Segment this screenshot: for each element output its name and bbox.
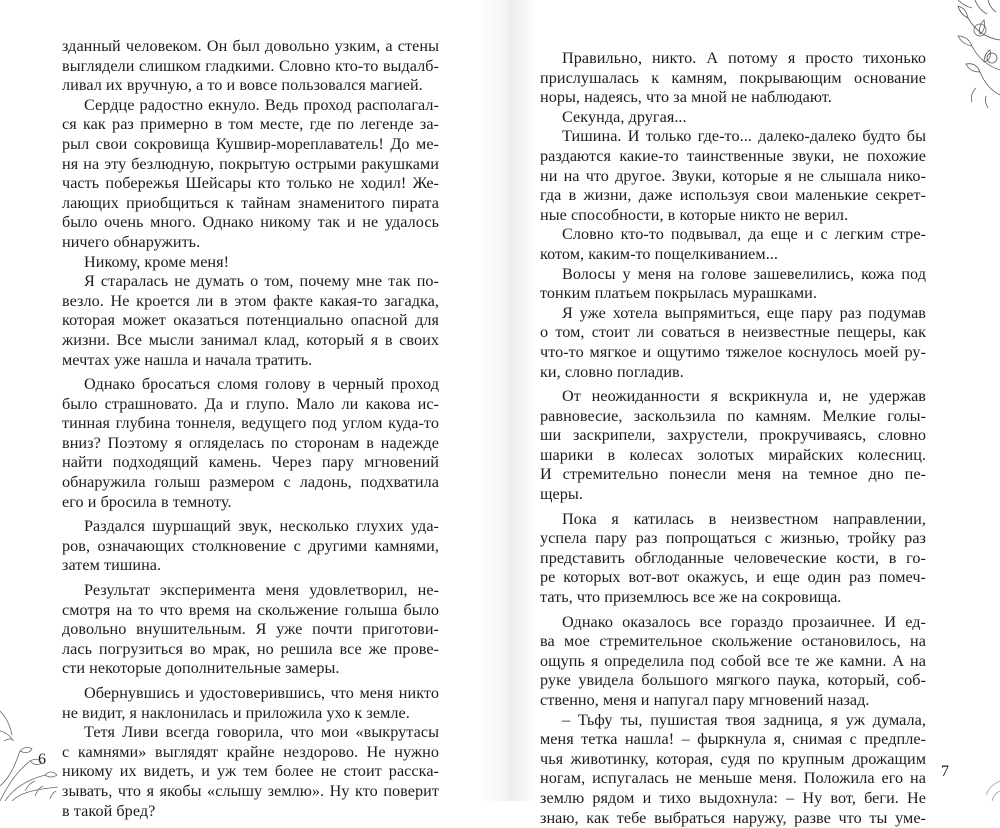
text-line: представить обглоданные человеческие кости, в го-: [540, 548, 926, 567]
text-line: Я уже хотела выпрямиться, еще пару раз подумав: [562, 303, 926, 322]
text-line: ные способности, в которые никто не верил.: [540, 205, 849, 224]
text-line: было очень много. Однако никому так и не удалось: [62, 213, 439, 232]
text-line: Однако бросаться сломя голову в черный проход: [84, 375, 439, 394]
text-line: ственно, меня и напугал пару мгновений назад.: [540, 691, 870, 709]
right-page-text: [540, 49, 926, 828]
text-line: прислушалась к камням, покрывающим основание: [540, 68, 926, 87]
text-line: равновесие, заскользила по камням. Мелкие голы-: [540, 406, 926, 425]
left-page-text: [62, 37, 439, 821]
text-line: затем тишина.: [62, 556, 162, 575]
text-line: щеры.: [540, 485, 583, 504]
text-line: ре которых вот-вот окажусь, и еще один раз помеч-: [540, 568, 926, 587]
text-line: не видит, я наклонилась и приложила ухо к земле.: [62, 703, 410, 722]
text-line: лающих приобщиться к тайнам знаменитого пирата: [62, 193, 439, 212]
text-line: норы, надеясь, что за мной не наблюдают.: [540, 88, 832, 107]
text-line: успела пару раз попрощаться с жизнью, тройку раз: [540, 529, 926, 548]
text-line: рыл свои сокровища Кушвир-мореплаватель! До ме-: [62, 134, 439, 153]
text-line: котом, каким-то пощелкиванием...: [540, 244, 778, 263]
text-line: землю рядом и тихо выдохнула: – Ну вот, беги. Не: [540, 788, 926, 807]
text-line: Словно кто-то подвывал, да еще и с легким стре-: [562, 225, 926, 244]
text-line: довольно внушительным. Я уже почти приготови-: [62, 620, 439, 639]
book-spine-shadow: [478, 0, 538, 801]
text-line: От неожиданности я вскрикнула и, не удержав: [562, 387, 926, 406]
text-line: везло. Не кроется ли в этом факте какая-то загадка,: [62, 291, 439, 310]
text-line: знаю, как тебе выбраться наружу, разве что ты уме-: [540, 808, 926, 827]
text-line: Тетя Ливи всегда говорила, что мои «выкрутасы: [84, 723, 439, 742]
text-line: жизни. Все мысли занимал клад, который я в своих: [62, 330, 439, 349]
text-line: лась погрузиться во мрак, но решила все же прове-: [62, 639, 439, 658]
text-line: гда в жизни, даже используя свои маленькие секрет-: [540, 186, 926, 205]
text-line: шарики в колесах золотых мирайских колесниц.: [540, 445, 926, 464]
text-line: что-то мягкое и ощутимо тяжелое коснулось моей ру-: [540, 342, 926, 361]
text-line: Сердце радостно екнуло. Ведь проход располагал-: [84, 95, 439, 114]
text-line: ногам, испугалась не меньше меня. Положила его на: [540, 769, 926, 788]
text-line: о том, стоит ли соваться в неизвестные пещеры, как: [540, 323, 926, 342]
text-line: Пока я катилась в неизвестном направлении,: [562, 509, 926, 528]
text-line: мечтах уже нашла и начала тратить.: [62, 350, 313, 369]
text-line: было страшновато. Да и глупо. Мало ли какова ис-: [62, 394, 439, 413]
text-line: ня на эту безлюдную, покрытую острыми ракушками: [62, 154, 439, 173]
text-line: тонким платьем покрылась мурашками.: [540, 284, 817, 303]
text-line: ощупь я определила под собой все те же камни. А на: [540, 651, 926, 670]
left-page: [0, 0, 500, 820]
text-line: Обернувшись и удостоверившись, что меня никто: [84, 684, 439, 702]
text-line: обнаружила голыш размером с ладонь, подхватила: [62, 473, 439, 492]
floral-ornament-icon: [0, 691, 70, 801]
text-line: ся как раз примерно в том месте, где по легенде за-: [62, 115, 439, 134]
text-line: тинная глубина тоннеля, ведущего под углом куда-то: [62, 414, 439, 433]
text-line: И стремительно понесли меня на темное дно пе-: [540, 465, 926, 484]
page-number-left: 6: [38, 751, 46, 768]
text-line: Однако оказалось все гораздо прозаичнее. И ед-: [562, 612, 926, 631]
text-line: ки, словно погладив.: [540, 362, 684, 381]
text-line: зданный человеком. Он был довольно узким, а стены: [62, 37, 439, 55]
text-line: ливал их вручную, а то и вовсе пользовался магией.: [62, 76, 423, 95]
text-line: часть побережья Шейсары кто только не ходил! Же-: [62, 174, 439, 193]
text-line: чья животинку, которая, судя по крупным дрожащим: [540, 749, 926, 768]
text-line: ров, означающих столкновение с другими камнями,: [62, 536, 439, 555]
text-line: найти подходящий камень. Через пару мгновений: [62, 453, 439, 472]
text-line: Никому, кроме меня!: [84, 252, 230, 271]
text-line: Раздался шуршащий звук, несколько глухих уда-: [84, 517, 439, 536]
text-line: сти некоторые дополнительные замеры.: [62, 659, 340, 678]
text-line: Я старалась не думать о том, почему мне так по-: [84, 272, 439, 291]
text-line: его и бросила в темноту.: [62, 492, 232, 511]
text-line: тать, что приземлюсь все же на сокровища.: [540, 588, 842, 607]
text-line: Волосы у меня на голове зашевелились, кожа под: [562, 264, 926, 283]
text-line: Правильно, никто. А потому я просто тихонько: [562, 49, 926, 67]
text-line: ничего обнаружить.: [62, 232, 201, 251]
text-line: ва мое стремительное скольжение остановилось, на: [540, 632, 926, 651]
text-line: ни на что другое. Звуки, которые я не слышала нико-: [540, 166, 926, 185]
text-line: руке увидела большого мягкого паука, который, соб-: [540, 671, 926, 690]
text-line: Тишина. И только где-то... далеко-далеко будто бы: [562, 127, 926, 146]
text-line: вниз? Поэтому я огляделась по сторонам в надежде: [62, 433, 439, 452]
text-line: Результат эксперимента меня удовлетворил, не-: [84, 581, 439, 600]
text-line: в такой бред?: [62, 801, 156, 820]
text-line: зывать, что я якобы «слышу землю». Ну кто поверит: [62, 781, 439, 800]
floral-ornament-icon: [970, 771, 1000, 801]
text-line: выглядели слишком гладкими. Словно кто-то выдалб-: [62, 56, 439, 75]
text-line: – Тьфу ты, пушистая твоя задница, я уж думала,: [562, 710, 926, 729]
page-number-right: 7: [941, 763, 949, 780]
text-line: смотря на то что время на скольжение голыша было: [62, 600, 439, 619]
text-line: меня тетка нашла! – фыркнула я, снимая с предпле-: [540, 730, 926, 749]
text-line: которая может оказаться потенциально опасной для: [62, 311, 439, 330]
text-line: ши заскрипели, захрустели, прокручиваясь, словно: [540, 426, 926, 445]
text-line: раздаются какие-то таинственные звуки, не похожие: [540, 146, 926, 165]
text-line: с камнями» выглядят крайне нездорово. Не нужно: [62, 742, 439, 761]
text-line: Секунда, другая...: [562, 107, 687, 126]
text-line: никому их видеть, и уж тем более не стоит расска-: [62, 762, 439, 781]
